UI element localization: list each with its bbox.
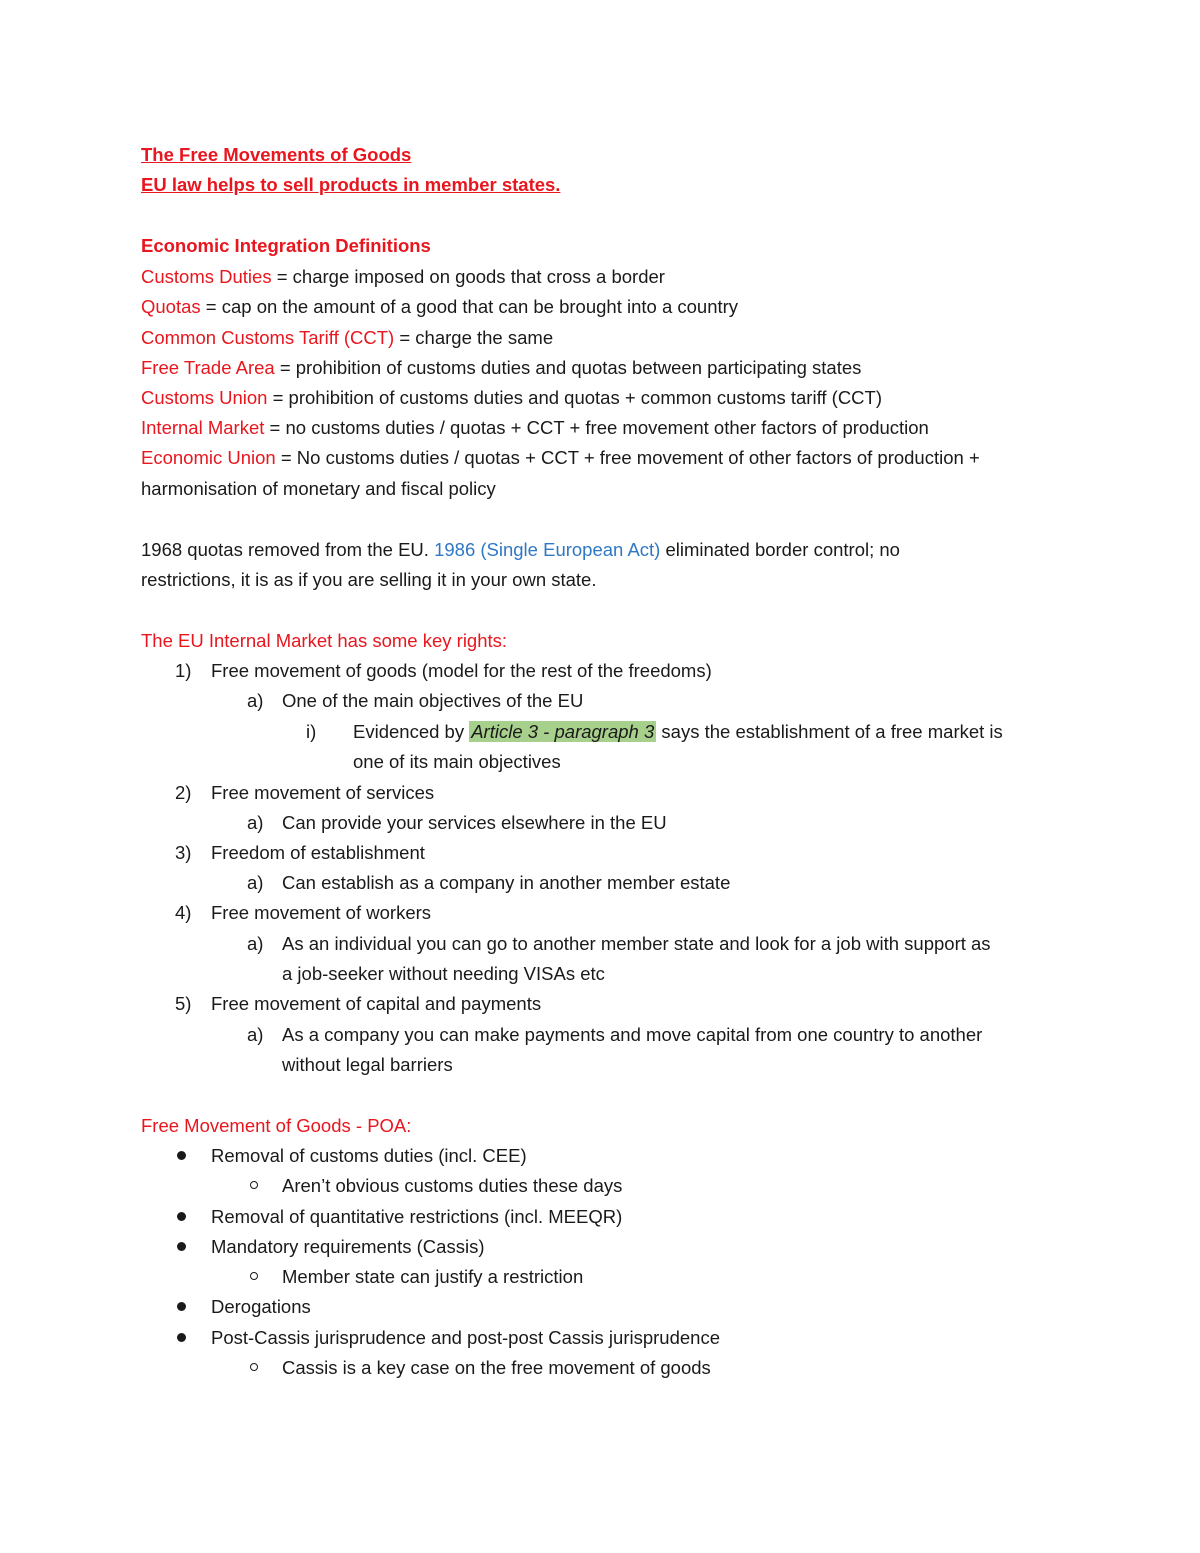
list-letter: a) [247,933,264,954]
list-letter: a) [247,812,264,833]
definition-text: = no customs duties / quotas + CCT + free movement other factors of production [264,417,929,438]
rights-heading: The EU Internal Market has some key rights: [141,630,508,651]
list-number: 2) [175,782,192,803]
list-roman: i) [306,721,317,742]
poa-heading: Free Movement of Goods - POA: [141,1115,412,1136]
history-text: eliminated border control; no [660,539,900,560]
bullet-item: Post-Cassis jurisprudence and post-post Cassis jurisprudence [211,1327,720,1348]
list-subitem: One of the main objectives of the EU [282,690,584,711]
definition-text: = charge the same [394,327,554,348]
list-letter: a) [247,872,264,893]
bullet-icon [177,1333,186,1342]
history-paragraph [141,538,900,562]
bullet-item: Derogations [211,1296,311,1317]
definitions-heading: Economic Integration Definitions [141,235,431,256]
list-continuation: a job-seeker without needing VISAs etc [282,963,605,984]
definition-item [141,386,882,410]
list-item: Free movement of goods (model for the rest of the freedoms) [211,660,712,681]
definition-term: Quotas [141,296,201,317]
list-number: 5) [175,993,192,1014]
definition-text: = prohibition of customs duties and quotas + common customs tariff (CCT) [267,387,883,408]
sub-bullet-item: Cassis is a key case on the free movement of goods [282,1357,711,1378]
list-item: Free movement of capital and payments [211,993,542,1014]
list-subitem: Can provide your services elsewhere in the EU [282,812,667,833]
definition-term: Customs Duties [141,266,272,287]
bullet-icon [177,1242,186,1251]
list-subitem: As a company you can make payments and move capital from one country to another [282,1024,983,1045]
definition-item [141,326,553,350]
list-letter: a) [247,1024,264,1045]
history-text: 1968 quotas removed from the EU. [141,539,435,560]
article-highlight: Article 3 - paragraph 3 [471,721,655,742]
definition-term: Economic Union [141,447,276,468]
definition-item [141,416,929,440]
list-continuation: without legal barriers [282,1054,453,1075]
history-continuation: restrictions, it is as if you are selling it in your own state. [141,569,597,590]
definition-text: = No customs duties / quotas + CCT + free movement of other factors of production + [275,447,980,468]
bullet-item: Removal of customs duties (incl. CEE) [211,1145,527,1166]
definition-text: = cap on the amount of a good that can be brought into a country [200,296,739,317]
list-item: Freedom of establishment [211,842,425,863]
list-item: Free movement of workers [211,902,432,923]
definition-term: Free Trade Area [141,357,275,378]
definition-item [141,265,665,289]
sub-bullet-icon [250,1272,258,1280]
definition-text: = charge imposed on goods that cross a border [271,266,665,287]
bullet-item: Mandatory requirements (Cassis) [211,1236,485,1257]
definition-term: Internal Market [141,417,265,438]
bullet-icon [177,1212,186,1221]
list-subsubitem [353,720,1003,744]
list-item: Free movement of services [211,782,435,803]
definition-item [141,295,738,319]
definition-term: Common Customs Tariff (CCT) [141,327,395,348]
bullet-item: Removal of quantitative restrictions (incl. MEEQR) [211,1206,623,1227]
sub-bullet-icon [250,1181,258,1189]
definition-item [141,356,861,380]
definition-text: = prohibition of customs duties and quotas between participating states [274,357,862,378]
bullet-icon [177,1151,186,1160]
list-letter: a) [247,690,264,711]
definition-term: Customs Union [141,387,268,408]
sub-bullet-icon [250,1363,258,1371]
list-continuation: one of its main objectives [353,751,561,772]
list-number: 3) [175,842,192,863]
single-european-act-link: 1986 (Single European Act) [434,539,661,560]
definition-item [141,446,980,470]
list-subitem: As an individual you can go to another member state and look for a job with support as [282,933,991,954]
sub-bullet-item: Aren’t obvious customs duties these days [282,1175,623,1196]
sub-bullet-item: Member state can justify a restriction [282,1266,584,1287]
evidence-text: Evidenced by [353,721,470,742]
list-number: 4) [175,902,192,923]
definition-continuation: harmonisation of monetary and fiscal policy [141,478,496,499]
page-title: The Free Movements of Goods [141,144,412,165]
evidence-text: says the establishment of a free market is [656,721,1003,742]
list-number: 1) [175,660,192,681]
page-subtitle: EU law helps to sell products in member states. [141,174,561,195]
bullet-icon [177,1302,186,1311]
list-subitem: Can establish as a company in another member estate [282,872,731,893]
